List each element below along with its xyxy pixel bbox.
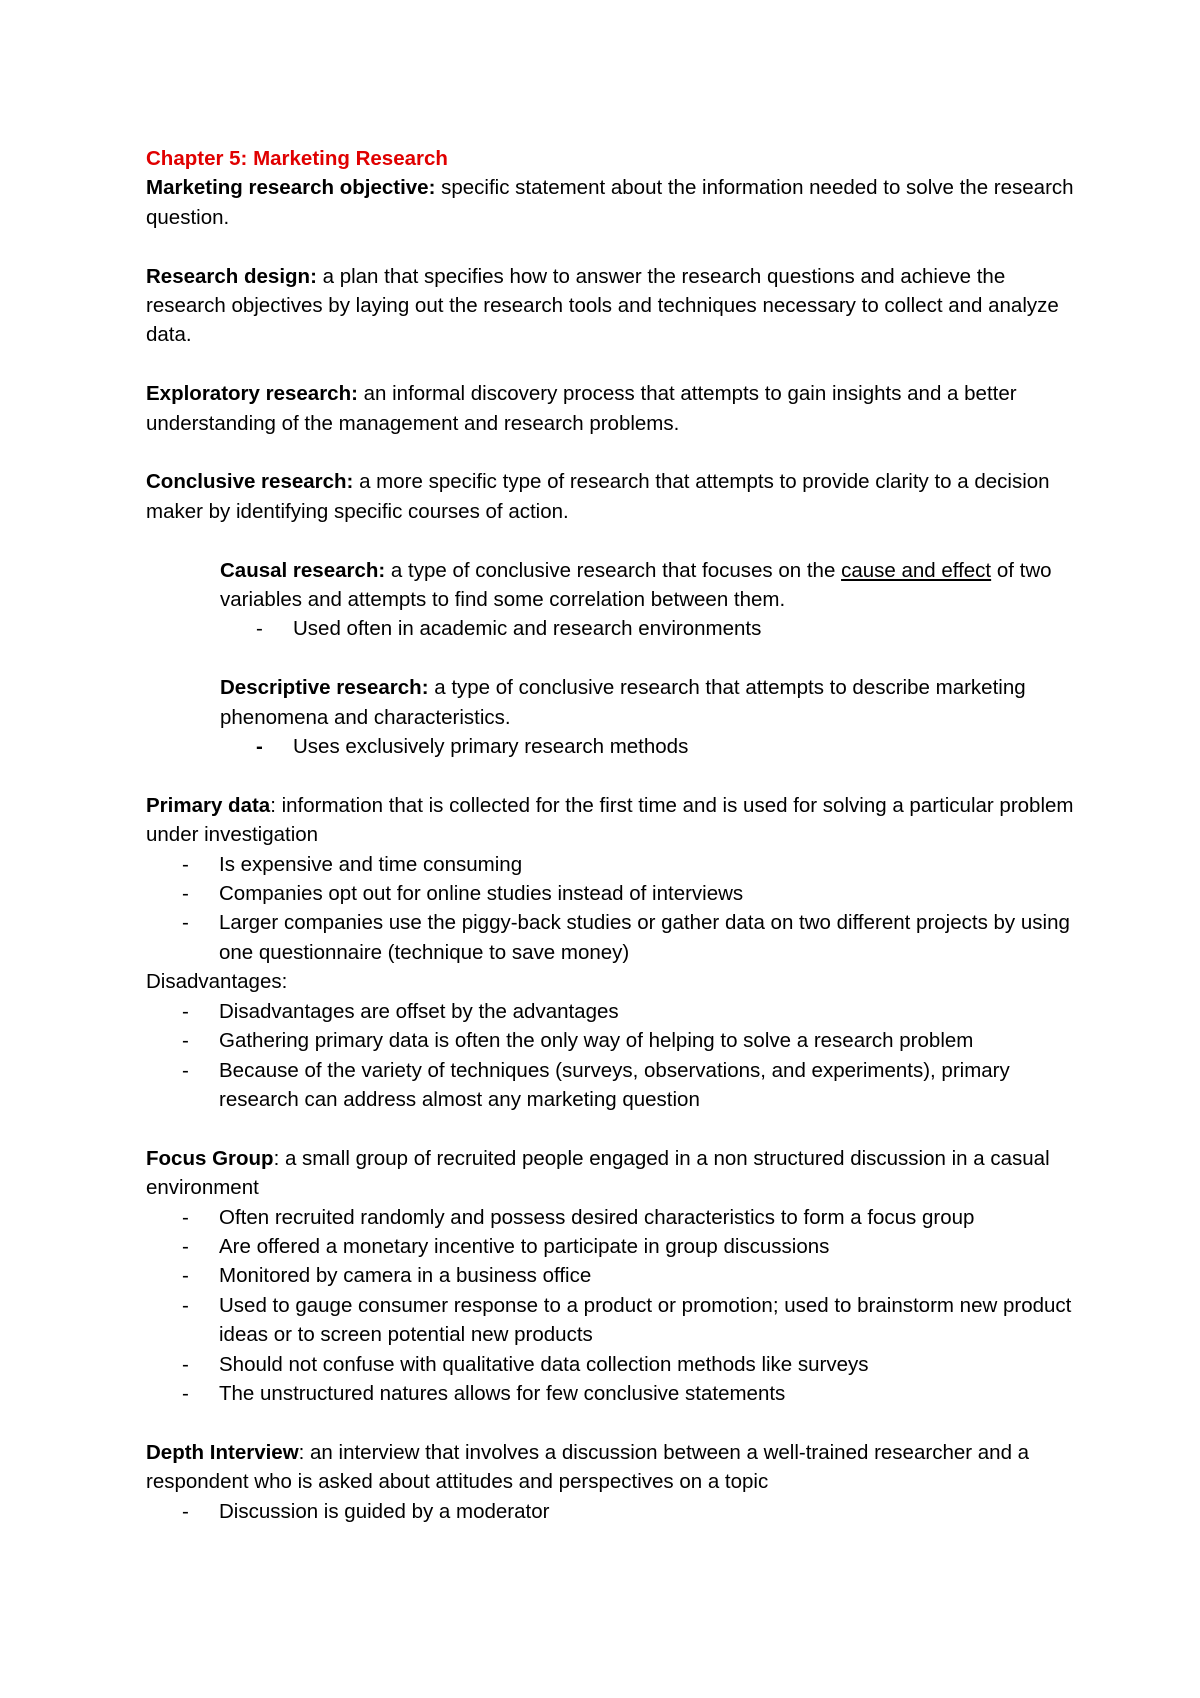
definition-text: a type of conclusive research that attempts to describe marketing phenomena and characteristics. bbox=[220, 676, 1026, 729]
definition-text: : an interview that involves a discussion between a well-trained researcher and a respondent who is asked about attitudes and perspectives on a topic bbox=[146, 1440, 1030, 1494]
term: Research design: bbox=[146, 264, 317, 288]
descriptive-bullets bbox=[146, 732, 1076, 761]
list-item: - Often recruited randomly and possess desired characteristics to form a focus group bbox=[146, 1203, 1076, 1232]
list-item: - Uses exclusively primary research methods bbox=[146, 732, 1076, 761]
definition-text: a plan that specifies how to answer the research questions and achieve the research objectives by laying out the research tools and techniques necessary to collect and analyze data. bbox=[146, 264, 1059, 347]
list-item: - Is expensive and time consuming bbox=[146, 850, 1076, 879]
focus-group-bullets bbox=[146, 1203, 1076, 1409]
term: Descriptive research: bbox=[220, 676, 429, 700]
list-item: - Companies opt out for online studies instead of interviews bbox=[146, 879, 1076, 908]
term: Conclusive research: bbox=[146, 470, 354, 494]
definition-causal bbox=[146, 556, 1076, 615]
causal-bullets bbox=[146, 614, 1076, 643]
definition-text: specific statement about the information needed to solve the research question. bbox=[146, 176, 1074, 229]
definition-text: an informal discovery process that attempts to gain insights and a better understanding of the management and research problems. bbox=[146, 382, 1017, 435]
definition-conclusive bbox=[146, 467, 1076, 526]
spacer bbox=[146, 526, 1076, 555]
spacer bbox=[146, 761, 1076, 790]
spacer bbox=[146, 644, 1076, 673]
list-item: - Used to gauge consumer response to a product or promotion; used to brainstorm new product ideas or to screen potential new products bbox=[146, 1291, 1076, 1350]
term: Depth Interview bbox=[146, 1440, 299, 1464]
definition-text: a more specific type of research that attempts to provide clarity to a decision maker by identifying specific courses of action. bbox=[146, 470, 1050, 523]
spacer bbox=[146, 350, 1076, 379]
document-body bbox=[146, 144, 1076, 1526]
definition-text: of two variables and attempts to find some correlation between them. bbox=[220, 558, 1052, 612]
definition-text: : a small group of recruited people engaged in a non structured discussion in a casual environment bbox=[146, 1146, 1050, 1200]
list-item: - Used often in academic and research environments bbox=[146, 614, 1076, 643]
term: Marketing research objective: bbox=[146, 176, 436, 200]
definition-text: a type of conclusive research that focuses on the bbox=[385, 558, 842, 582]
definition-focus-group bbox=[146, 1144, 1076, 1203]
list-item: - The unstructured natures allows for few conclusive statements bbox=[146, 1379, 1076, 1408]
spacer bbox=[146, 1408, 1076, 1437]
definition-descriptive bbox=[146, 673, 1076, 732]
definition-depth-interview bbox=[146, 1438, 1076, 1497]
list-item: - Monitored by camera in a business office bbox=[146, 1261, 1076, 1290]
definition-design bbox=[146, 262, 1076, 350]
term: Exploratory research: bbox=[146, 382, 358, 406]
depth-interview-bullets bbox=[146, 1497, 1076, 1526]
definition-text: : information that is collected for the first time and is used for solving a particular problem under investigation bbox=[146, 793, 1074, 847]
chapter-title: Chapter 5: Marketing Research bbox=[146, 147, 448, 170]
spacer bbox=[146, 1114, 1076, 1143]
term: Focus Group bbox=[146, 1146, 274, 1170]
list-item: - Gathering primary data is often the only way of helping to solve a research problem bbox=[146, 1026, 1076, 1055]
definition-exploratory bbox=[146, 379, 1076, 438]
disadvantages-label: Disadvantages: bbox=[146, 970, 288, 994]
term: Primary data bbox=[146, 793, 271, 817]
list-item: - Because of the variety of techniques (surveys, observations, and experiments), primary research can address almost any marketing question bbox=[146, 1056, 1076, 1115]
definition-objective bbox=[146, 173, 1076, 232]
disadvantages-bullets bbox=[146, 997, 1076, 1115]
list-item: - Discussion is guided by a moderator bbox=[146, 1497, 1076, 1526]
spacer bbox=[146, 438, 1076, 467]
list-item: - Larger companies use the piggy-back studies or gather data on two different projects by using one questionnaire (technique to save money) bbox=[146, 908, 1076, 967]
term: Causal research: bbox=[220, 558, 386, 582]
definition-primary-data bbox=[146, 791, 1076, 850]
list-item: - Disadvantages are offset by the advantages bbox=[146, 997, 1076, 1026]
primary-data-bullets bbox=[146, 850, 1076, 968]
spacer bbox=[146, 232, 1076, 261]
list-item: - Are offered a monetary incentive to participate in group discussions bbox=[146, 1232, 1076, 1261]
list-item: - Should not confuse with qualitative data collection methods like surveys bbox=[146, 1350, 1076, 1379]
underlined-phrase: cause and effect bbox=[841, 558, 992, 582]
